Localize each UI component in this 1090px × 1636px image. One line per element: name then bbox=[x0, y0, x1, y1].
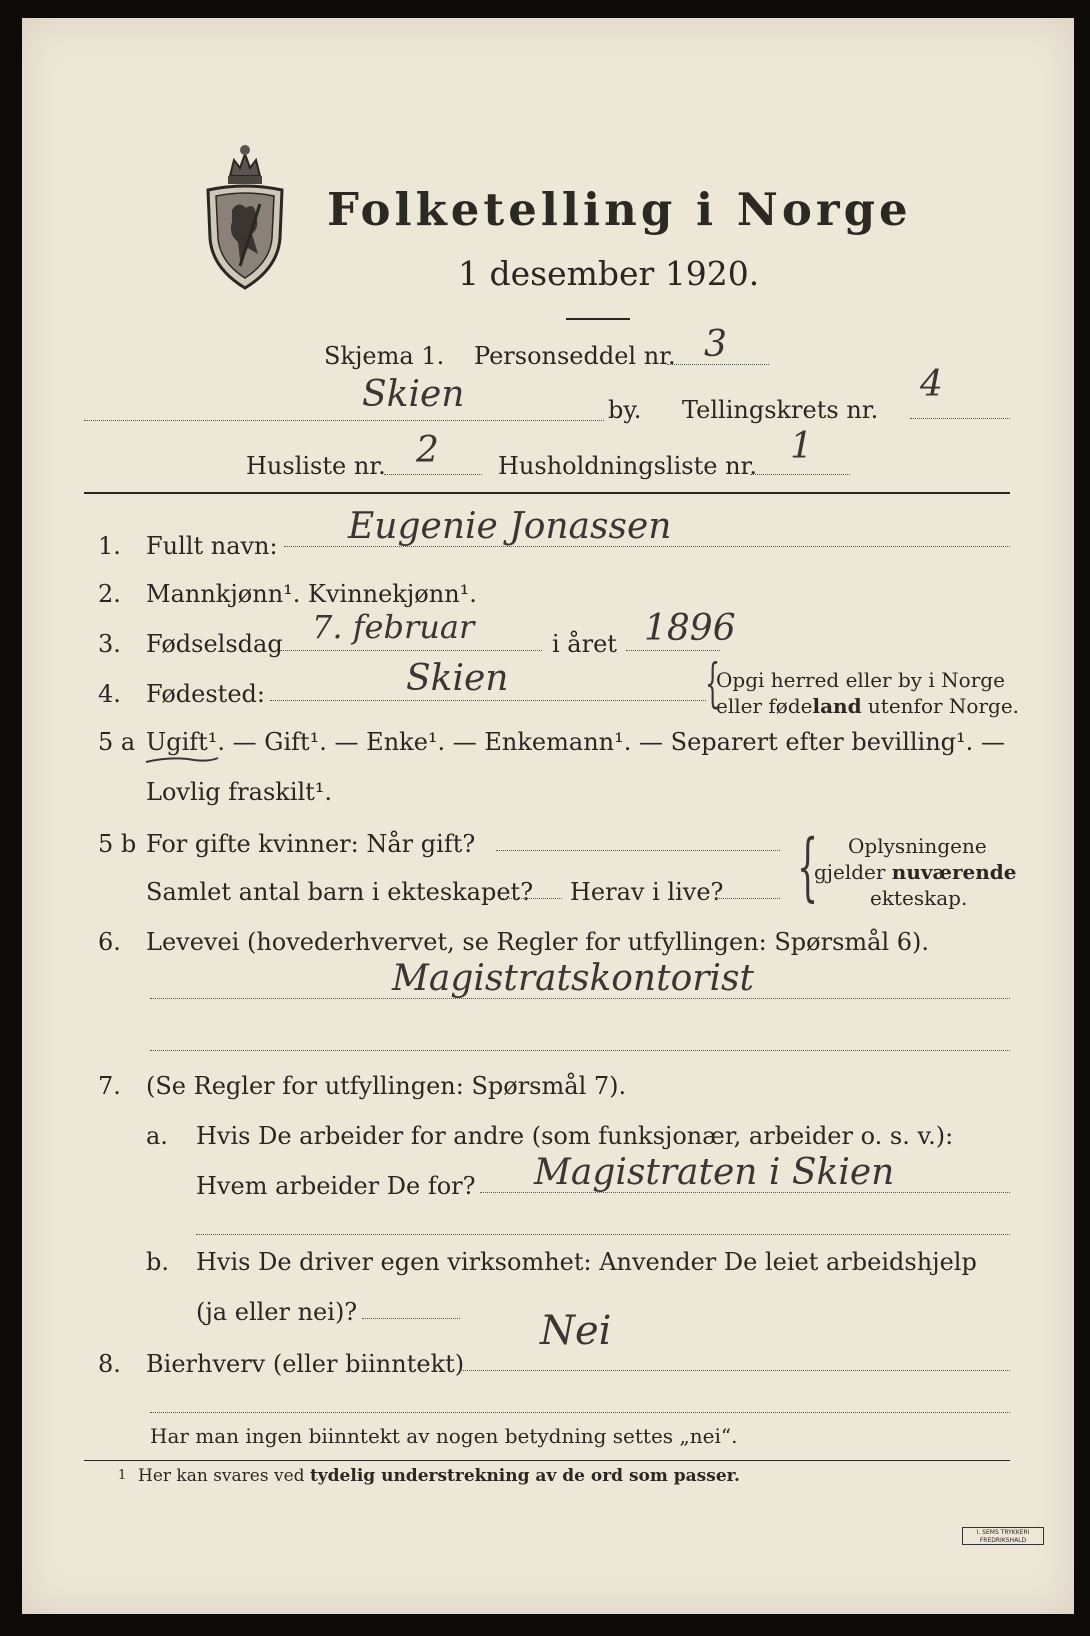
footnote-nei: Har man ingen biinntekt av nogen betydning settes „nei“. bbox=[150, 1424, 738, 1448]
personseddel-label: Personseddel nr. bbox=[474, 342, 676, 370]
q7a-value: Magistraten i Skien bbox=[534, 1152, 895, 1193]
q1-number: 1. bbox=[98, 532, 121, 560]
ugift-underline-mark bbox=[142, 754, 222, 768]
q6-value: Magistratskontorist bbox=[392, 958, 754, 999]
skjema-label: Skjema 1. bbox=[324, 342, 445, 370]
title-divider bbox=[566, 318, 630, 320]
q7a-line1: Hvis De arbeider for andre (som funksjonær, arbeider o. s. v.): bbox=[196, 1122, 954, 1150]
q5b-when-line bbox=[496, 850, 780, 851]
census-form-page bbox=[22, 18, 1074, 1614]
husliste-line bbox=[384, 474, 482, 475]
q4-note-line1: Opgi herred eller by i Norge bbox=[716, 668, 1005, 692]
personseddel-value: 3 bbox=[704, 324, 727, 365]
printer-stamp: I. SEMS TRYKKERI FREDRIKSHALD bbox=[962, 1527, 1044, 1545]
q4-value: Skien bbox=[406, 658, 509, 699]
q7b-letter: b. bbox=[146, 1248, 169, 1276]
footnote-text-bold: tydelig understrekning av de ord som passer. bbox=[309, 1466, 740, 1486]
q8-line bbox=[460, 1370, 1010, 1371]
by-label: by. bbox=[608, 396, 642, 424]
q3-year-label: i året bbox=[552, 630, 617, 658]
q6-number: 6. bbox=[98, 928, 121, 956]
q3-label: Fødselsdag bbox=[146, 630, 283, 658]
q4-label: Fødested: bbox=[146, 680, 265, 708]
q3-year-value: 1896 bbox=[644, 608, 736, 649]
q7-number: 7. bbox=[98, 1072, 121, 1100]
q5a-line2: Lovlig fraskilt¹. bbox=[146, 778, 333, 806]
q7a-letter: a. bbox=[146, 1122, 168, 1150]
q6-label: Levevei (hovederhvervet, se Regler for utfyllingen: Spørsmål 6). bbox=[146, 928, 930, 956]
q8-label: Bierhverv (eller biinntekt) bbox=[146, 1350, 465, 1378]
husholdningsliste-label: Husholdningsliste nr. bbox=[498, 452, 757, 480]
q7b-line1: Hvis De driver egen virksomhet: Anvender De leiet arbeidshjelp bbox=[196, 1248, 977, 1276]
tellingskrets-line bbox=[910, 418, 1010, 419]
q7a-line2: Hvem arbeider De for? bbox=[196, 1172, 476, 1200]
q4-brace: { bbox=[705, 654, 720, 714]
coat-of-arms-icon bbox=[200, 138, 290, 290]
q6-line2 bbox=[150, 1050, 1010, 1051]
footnote-text-a: Her kan svares ved bbox=[138, 1466, 310, 1486]
q7b-line bbox=[362, 1318, 460, 1319]
q7b-line2: (ja eller nei)? bbox=[196, 1298, 358, 1326]
q5b-alive-label: Herav i live? bbox=[570, 878, 724, 906]
by-line bbox=[84, 420, 604, 421]
q1-label: Fullt navn: bbox=[146, 532, 278, 560]
husholdningsliste-value: 1 bbox=[790, 426, 813, 467]
q5a-line1: Ugift¹. — Gift¹. — Enke¹. — Enkemann¹. — Separert efter bevilling¹. — bbox=[146, 728, 1005, 756]
tellingskrets-label: Tellingskrets nr. bbox=[682, 396, 879, 424]
husholdningsliste-line bbox=[750, 474, 850, 475]
q8-value: Nei bbox=[540, 1308, 612, 1354]
q4-line bbox=[270, 700, 706, 701]
q3-day-value: 7. februar bbox=[312, 608, 475, 646]
footnote-mark: 1 bbox=[118, 1468, 127, 1483]
q5b-note-line3: ekteskap. bbox=[870, 886, 968, 910]
q5b-brace: { bbox=[796, 824, 819, 910]
q4-note-line2 bbox=[716, 694, 1019, 718]
q5b-children-line bbox=[502, 898, 562, 899]
q5b-note-line1: Oplysningene bbox=[848, 834, 987, 858]
q5b-number: 5 b bbox=[98, 830, 137, 858]
q2-label: Mannkjønn¹. Kvinnekjønn¹. bbox=[146, 580, 477, 608]
q3-year-line bbox=[626, 650, 720, 651]
q5b-note-text-bold: nuværende bbox=[891, 860, 1017, 884]
by-value: Skien bbox=[362, 374, 465, 415]
q1-value: Eugenie Jonassen bbox=[348, 506, 672, 547]
q6-line1 bbox=[150, 998, 1010, 999]
q8-number: 8. bbox=[98, 1350, 121, 1378]
q5a-number: 5 a bbox=[98, 728, 136, 756]
q8-line2 bbox=[150, 1412, 1010, 1413]
q5b-children-label: Samlet antal barn i ekteskapet? bbox=[146, 878, 534, 906]
form-title: Folketelling i Norge bbox=[327, 183, 912, 236]
q5b-note-text-a: gjelder bbox=[814, 860, 892, 884]
footnote-rule bbox=[84, 1460, 1010, 1461]
header-rule bbox=[84, 492, 1010, 494]
tellingskrets-value: 4 bbox=[920, 364, 943, 405]
form-date: 1 desember 1920. bbox=[458, 254, 760, 293]
q7-label: (Se Regler for utfyllingen: Spørsmål 7). bbox=[146, 1072, 627, 1100]
q7a-line-extra bbox=[196, 1234, 1010, 1235]
footnote-text bbox=[138, 1466, 740, 1486]
q5b-line1: For gifte kvinner: Når gift? bbox=[146, 830, 476, 858]
q5b-alive-line bbox=[716, 898, 780, 899]
husliste-label: Husliste nr. bbox=[246, 452, 386, 480]
q4-number: 4. bbox=[98, 680, 121, 708]
q3-day-line bbox=[280, 650, 542, 651]
q4-note-text-bold: land bbox=[812, 694, 862, 718]
q3-number: 3. bbox=[98, 630, 121, 658]
q4-note-text-c: utenfor Norge. bbox=[861, 694, 1020, 718]
q2-number: 2. bbox=[98, 580, 121, 608]
q5b-note-line2 bbox=[814, 860, 1017, 884]
husliste-value: 2 bbox=[416, 430, 439, 471]
q4-note-text-a: eller føde bbox=[716, 694, 813, 718]
